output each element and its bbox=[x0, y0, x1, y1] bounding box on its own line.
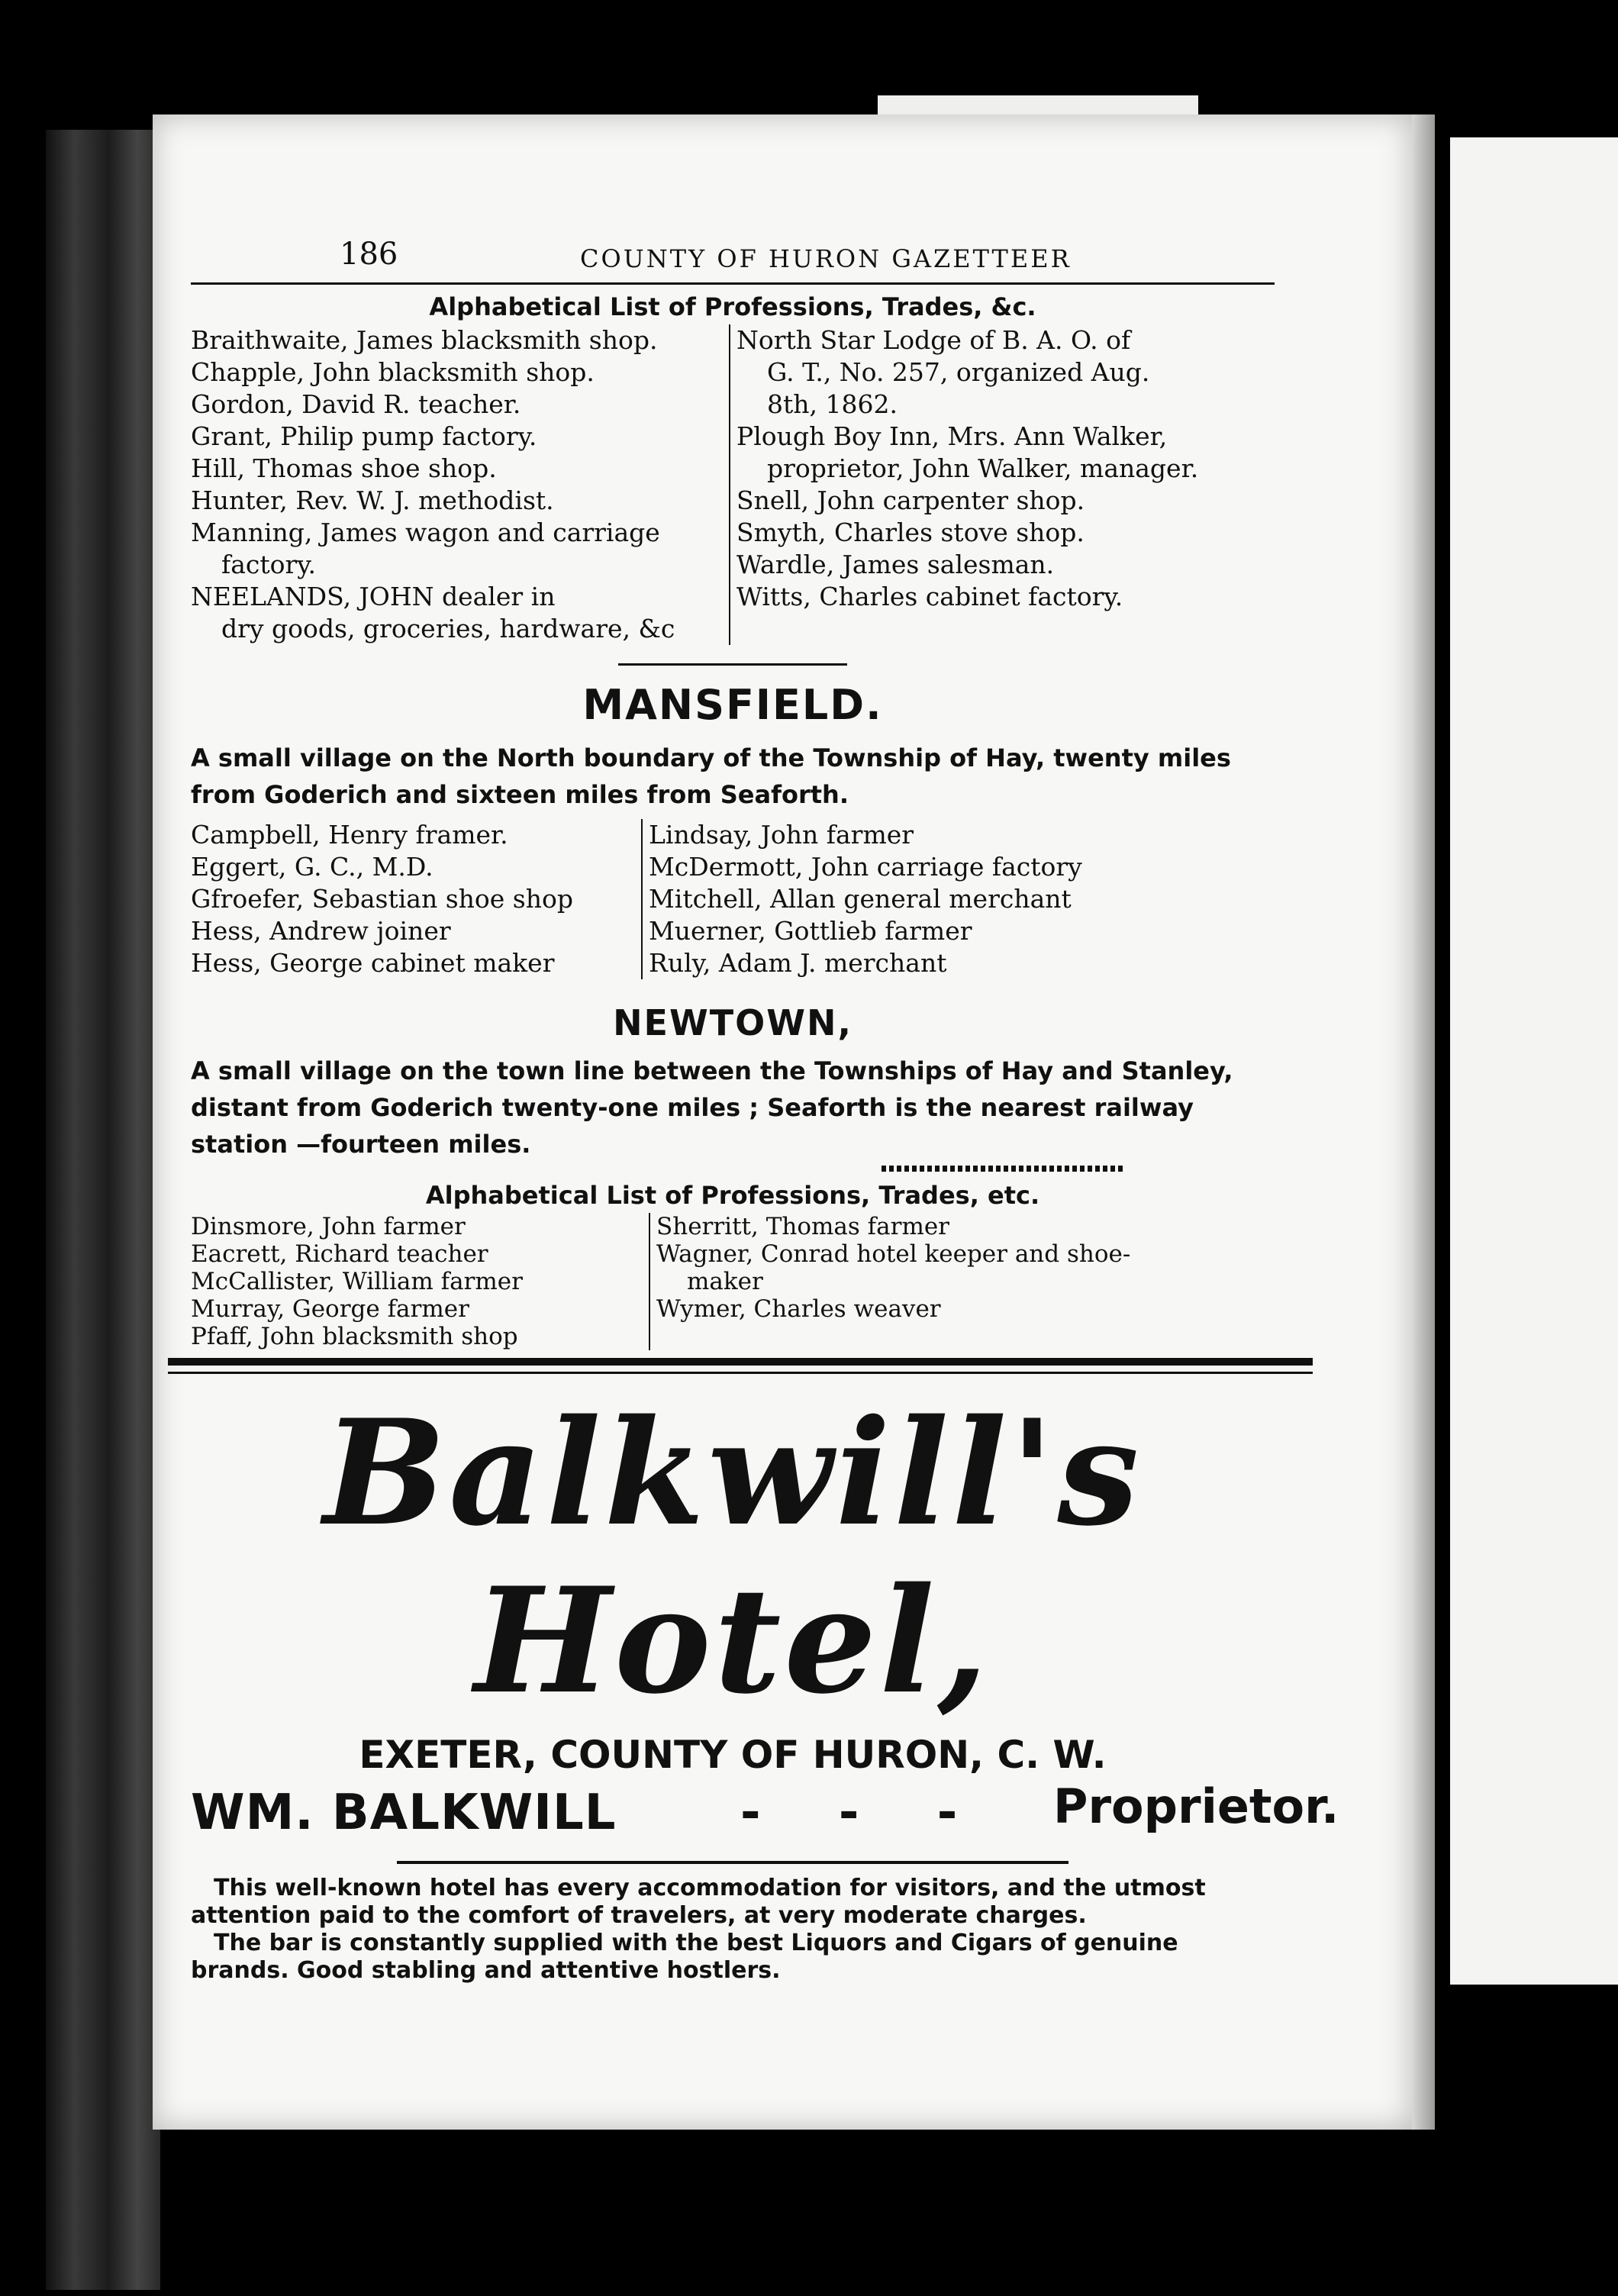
directory-right-column bbox=[730, 324, 1265, 645]
directory-right-column bbox=[643, 819, 1238, 979]
list-item: Gfroefer, Sebastian shoe shop bbox=[191, 884, 573, 914]
directory-left-column bbox=[191, 324, 729, 645]
list-item: Campbell, Henry framer. bbox=[191, 820, 508, 850]
directory-list bbox=[191, 1213, 1275, 1350]
list-item: Mitchell, Allan general merchant bbox=[649, 884, 1072, 914]
list-item: Wardle, James salesman. bbox=[736, 550, 1055, 579]
ad-border-top-thin bbox=[168, 1372, 1313, 1374]
list-item: Wymer, Charles weaver bbox=[656, 1295, 941, 1323]
facing-page bbox=[1450, 137, 1618, 1985]
list-item: Sherritt, Thomas farmer bbox=[656, 1213, 950, 1240]
proprietor-name: WM. BALKWILL bbox=[191, 1785, 617, 1841]
list-item: Dinsmore, John farmer bbox=[191, 1213, 466, 1240]
list-item: Hess, Andrew joiner bbox=[191, 916, 451, 946]
list-item: Witts, Charles cabinet factory. bbox=[736, 582, 1123, 611]
list-item: Gordon, David R. teacher. bbox=[191, 389, 521, 419]
section-title-newtown: NEWTOWN, bbox=[613, 1002, 853, 1043]
list-item: Lindsay, John farmer bbox=[649, 820, 914, 850]
list-item: North Star Lodge of B. A. O. of bbox=[736, 325, 1131, 355]
list-item: Snell, John carpenter shop. bbox=[736, 485, 1085, 515]
list-item: Plough Boy Inn, Mrs. Ann Walker, bbox=[736, 421, 1168, 451]
list-item: Braithwaite, James blacksmith shop. bbox=[191, 325, 658, 355]
section-description: A small village on the North boundary of the Township of Hay, twenty miles from Goderich and sixteen miles from Seaforth. bbox=[191, 743, 1231, 809]
ad-body-text: This well-known hotel has every accommodation for visitors, and the utmost attention paid to the comfort of travelers, at very moderate charges. bbox=[191, 1875, 1206, 1929]
page-content bbox=[191, 229, 1339, 1985]
list-item: Pfaff, John blacksmith shop bbox=[191, 1323, 518, 1350]
hotel-location: EXETER, COUNTY OF HURON, C. W. bbox=[359, 1733, 1107, 1777]
list-item: Murray, George farmer bbox=[191, 1295, 469, 1323]
list-item: Eacrett, Richard teacher bbox=[191, 1240, 488, 1268]
list-item: factory. bbox=[221, 550, 317, 579]
page-number: 186 bbox=[340, 237, 398, 272]
directory-left-column bbox=[191, 819, 641, 979]
running-head bbox=[191, 229, 1275, 285]
list-item: 8th, 1862. bbox=[767, 389, 898, 419]
list-item: NEELANDS, JOHN dealer in bbox=[191, 582, 556, 611]
directory-left-column bbox=[191, 1213, 649, 1350]
list-item: Ruly, Adam J. merchant bbox=[649, 948, 947, 978]
ad-border-top bbox=[168, 1358, 1313, 1366]
list-item: Hunter, Rev. W. J. methodist. bbox=[191, 485, 554, 515]
section-title-mansfield: MANSFIELD. bbox=[582, 681, 883, 729]
book-spine-edge bbox=[46, 130, 160, 2290]
proprietor-line bbox=[191, 1778, 1339, 1846]
list-item: McCallister, William farmer bbox=[191, 1268, 523, 1295]
list-heading: Alphabetical List of Professions, Trades, &c. bbox=[429, 292, 1036, 321]
list-item: Hess, George cabinet maker bbox=[191, 948, 555, 978]
list-item: Eggert, G. C., M.D. bbox=[191, 852, 434, 882]
list-item: Wagner, Conrad hotel keeper and shoe- bbox=[656, 1240, 1131, 1268]
list-item: maker bbox=[687, 1268, 763, 1295]
section-rule bbox=[882, 1166, 1126, 1172]
ad-body-text: The bar is constantly supplied with the best Liquors and Cigars of genuine brands. Good stabling and attentive hostlers. bbox=[191, 1930, 1178, 1984]
list-item: Manning, James wagon and carriage bbox=[191, 518, 660, 547]
list-item: dry goods, groceries, hardware, &c bbox=[221, 614, 675, 643]
page-gutter bbox=[1412, 114, 1435, 2130]
ad-rule bbox=[397, 1861, 1068, 1864]
hotel-advertisement-title: Balkwill's Hotel, bbox=[323, 1388, 1143, 1726]
running-title: COUNTY OF HURON GAZETTEER bbox=[580, 244, 1072, 273]
section-rule bbox=[618, 663, 847, 666]
list-item: Muerner, Gottlieb farmer bbox=[649, 916, 972, 946]
directory-list bbox=[191, 324, 1275, 645]
list-item: Smyth, Charles stove shop. bbox=[736, 518, 1085, 547]
leader-dashes: - - - bbox=[740, 1785, 988, 1841]
section-description: A small village on the town line between the Townships of Hay and Stanley, distant from Goderich twenty-one miles ; Seaforth is the nearest railway station —fourteen miles. bbox=[191, 1056, 1233, 1159]
list-item: Hill, Thomas shoe shop. bbox=[191, 453, 497, 483]
directory-list bbox=[191, 819, 1275, 979]
list-item: Chapple, John blacksmith shop. bbox=[191, 357, 595, 387]
list-item: McDermott, John carriage factory bbox=[649, 852, 1082, 882]
proprietor-role: Proprietor. bbox=[1053, 1778, 1339, 1834]
list-item: proprietor, John Walker, manager. bbox=[767, 453, 1199, 483]
directory-right-column bbox=[650, 1213, 1261, 1350]
list-item: Grant, Philip pump factory. bbox=[191, 421, 537, 451]
list-heading: Alphabetical List of Professions, Trades, etc. bbox=[425, 1181, 1040, 1210]
list-item: G. T., No. 257, organized Aug. bbox=[767, 357, 1150, 387]
